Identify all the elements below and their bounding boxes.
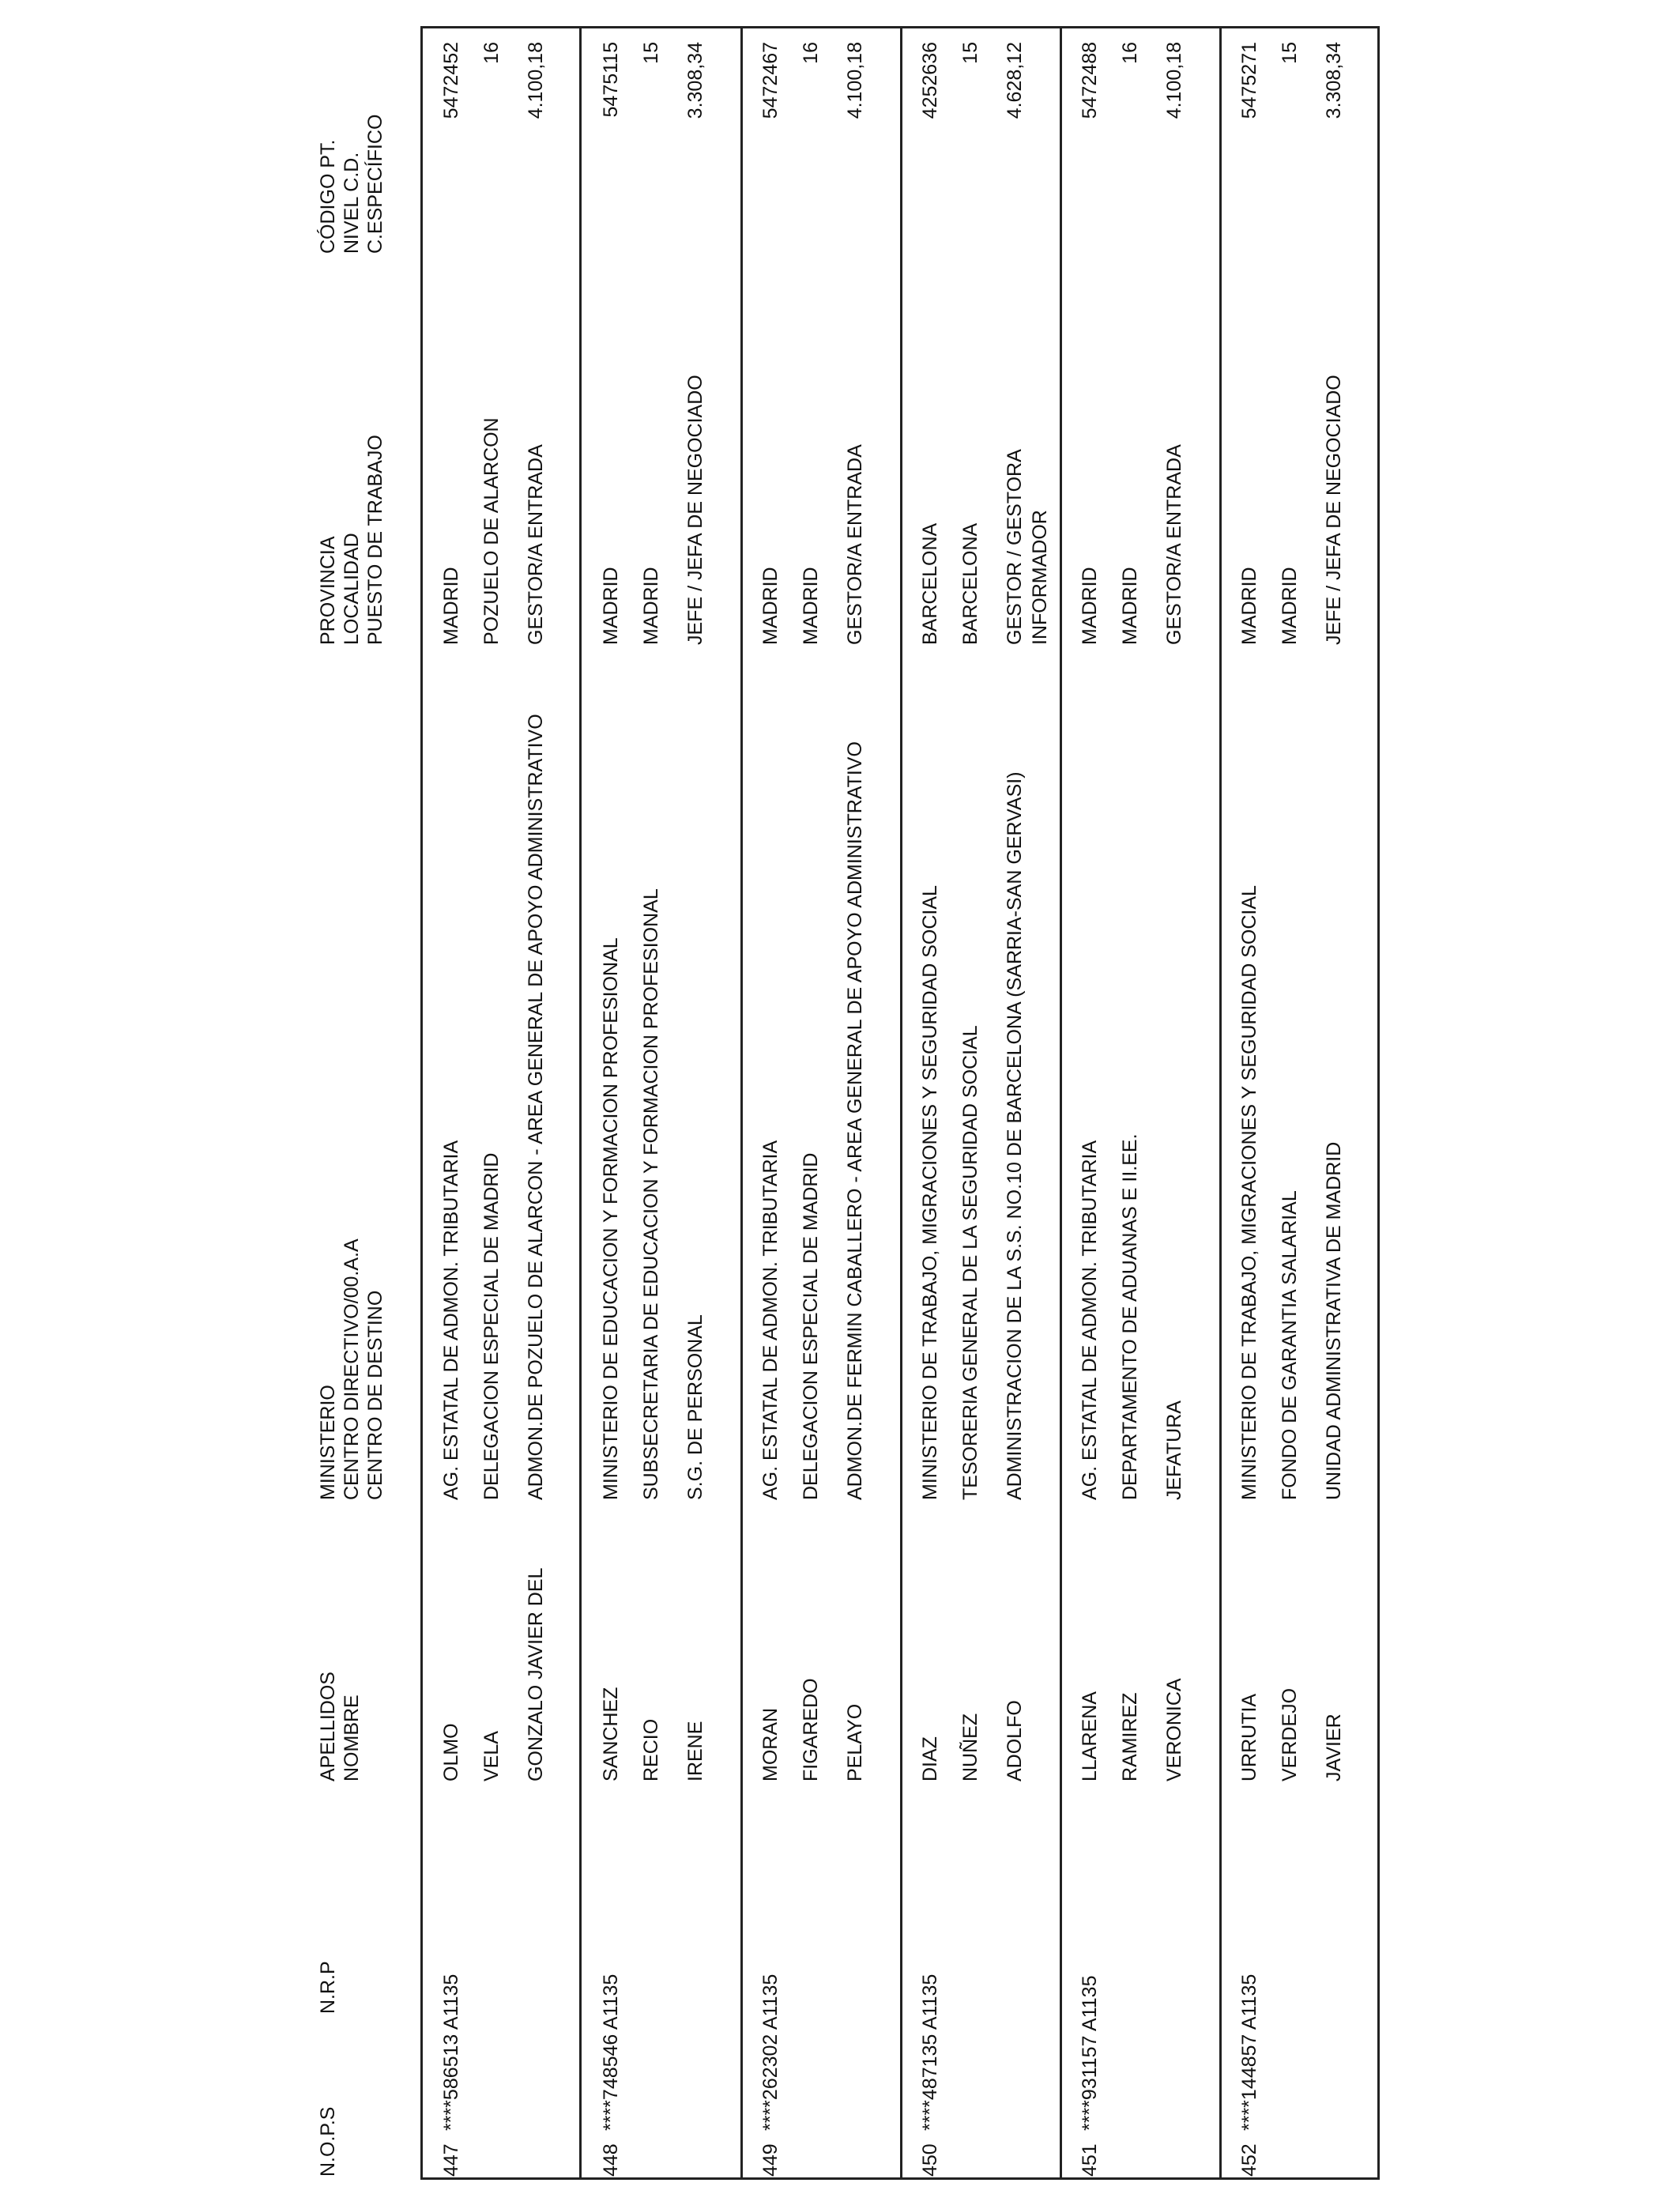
cell-nombre: PELAYO xyxy=(844,1703,866,1781)
cell-nrp: ****262302 A1135 xyxy=(759,1973,782,2131)
row-separator xyxy=(579,26,582,2180)
cell-localidad: MADRID xyxy=(800,567,822,645)
cell-apellido2: RECIO xyxy=(640,1718,662,1781)
cell-codigo: 5475271 xyxy=(1238,42,1260,119)
row-separator xyxy=(1219,26,1222,2180)
cell-provincia: MADRID xyxy=(440,567,462,645)
cell-nops: 450 xyxy=(919,2143,941,2177)
cell-localidad: BARCELONA xyxy=(959,522,981,645)
cell-apellido2: VERDEJO xyxy=(1279,1687,1301,1781)
cell-apellido1: DIAZ xyxy=(919,1736,941,1781)
cell-nombre: JAVIER xyxy=(1323,1713,1345,1781)
cell-codigo: 5472452 xyxy=(440,42,462,119)
cell-centro-directivo: DELEGACION ESPECIAL DE MADRID xyxy=(800,1152,822,1500)
cell-especifico: 3.308,34 xyxy=(1323,42,1345,119)
cell-localidad: POZUELO DE ALARCON xyxy=(480,417,503,645)
cell-apellido2: VELA xyxy=(480,1731,503,1781)
cell-nivel: 16 xyxy=(480,42,503,64)
cell-localidad: MADRID xyxy=(1119,567,1141,645)
cell-nrp: ****144857 A1135 xyxy=(1238,1973,1260,2131)
cell-apellido1: MORAN xyxy=(759,1707,782,1781)
cell-localidad: MADRID xyxy=(1279,567,1301,645)
cell-ministerio: AG. ESTATAL DE ADMON. TRIBUTARIA xyxy=(1079,1140,1101,1500)
cell-ministerio: AG. ESTATAL DE ADMON. TRIBUTARIA xyxy=(759,1140,782,1500)
cell-nrp: ****931157 A1135 xyxy=(1079,1975,1101,2131)
cell-centro-destino: ADMON.DE FERMIN CABALLERO - AREA GENERAL DE APOYO ADMINISTRATIVO xyxy=(844,741,866,1500)
cell-apellido1: SANCHEZ xyxy=(600,1687,622,1781)
cell-provincia: MADRID xyxy=(600,567,622,645)
header-codigo-nivel-especifico: CÓDIGO PT. NIVEL C.D. C.ESPECÍFICO xyxy=(317,114,386,254)
cell-puesto: GESTOR / GESTORA INFORMADOR xyxy=(1004,450,1051,645)
cell-centro-directivo: FONDO DE GARANTIA SALARIAL xyxy=(1279,1190,1301,1500)
cell-centro-destino: ADMINISTRACION DE LA S.S. NO.10 DE BARCELONA (SARRIA-SAN GERVASI) xyxy=(1004,771,1026,1500)
cell-especifico: 4.100,18 xyxy=(844,42,866,119)
cell-apellido2: FIGAREDO xyxy=(800,1678,822,1781)
cell-ministerio: MINISTERIO DE EDUCACION Y FORMACION PROFESIONAL xyxy=(600,937,622,1500)
cell-nops: 451 xyxy=(1079,2143,1101,2177)
cell-provincia: MADRID xyxy=(1238,567,1260,645)
cell-puesto: GESTOR/A ENTRADA xyxy=(1163,444,1185,645)
cell-centro-directivo: DEPARTAMENTO DE ADUANAS E II.EE. xyxy=(1119,1133,1141,1500)
cell-nops: 447 xyxy=(440,2143,462,2177)
cell-apellido1: URRUTIA xyxy=(1238,1693,1260,1781)
cell-nrp: ****586513 A1135 xyxy=(440,1973,462,2131)
cell-apellido2: NUÑEZ xyxy=(959,1713,981,1781)
cell-nombre: GONZALO JAVIER DEL xyxy=(525,1567,547,1781)
cell-provincia: BARCELONA xyxy=(919,522,941,645)
cell-nrp: ****487135 A1135 xyxy=(919,1973,941,2131)
cell-centro-directivo: TESORERIA GENERAL DE LA SEGURIDAD SOCIAL xyxy=(959,1025,981,1500)
header-provincia-localidad-puesto: PROVINCIA LOCALIDAD PUESTO DE TRABAJO xyxy=(317,435,386,645)
header-nops: N.O.P.S xyxy=(317,2106,339,2177)
cell-nivel: 15 xyxy=(959,42,981,64)
cell-nops: 452 xyxy=(1238,2143,1260,2177)
cell-centro-directivo: DELEGACION ESPECIAL DE MADRID xyxy=(480,1152,503,1500)
cell-ministerio: AG. ESTATAL DE ADMON. TRIBUTARIA xyxy=(440,1140,462,1500)
cell-centro-destino: S.G. DE PERSONAL xyxy=(684,1314,706,1500)
cell-nops: 449 xyxy=(759,2143,782,2177)
row-separator xyxy=(900,26,902,2180)
cell-nivel: 16 xyxy=(1119,42,1141,64)
cell-provincia: MADRID xyxy=(759,567,782,645)
cell-nombre: ADOLFO xyxy=(1004,1700,1026,1781)
header-apellidos-nombre: APELLIDOS NOMBRE xyxy=(317,1672,363,1781)
cell-centro-directivo: SUBSECRETARIA DE EDUCACION Y FORMACION PROFESIONAL xyxy=(640,888,662,1500)
cell-apellido1: OLMO xyxy=(440,1723,462,1781)
cell-codigo: 5475115 xyxy=(600,42,622,118)
cell-especifico: 3.308,34 xyxy=(684,42,706,119)
cell-codigo: 4252636 xyxy=(919,42,941,119)
cell-centro-destino: JEFATURA xyxy=(1163,1400,1185,1500)
cell-nops: 448 xyxy=(600,2143,622,2177)
cell-ministerio: MINISTERIO DE TRABAJO, MIGRACIONES Y SEGURIDAD SOCIAL xyxy=(919,885,941,1500)
cell-puesto: GESTOR/A ENTRADA xyxy=(525,444,547,645)
cell-apellido1: LLARENA xyxy=(1079,1691,1101,1781)
cell-codigo: 5472467 xyxy=(759,42,782,119)
cell-ministerio: MINISTERIO DE TRABAJO, MIGRACIONES Y SEGURIDAD SOCIAL xyxy=(1238,885,1260,1500)
header-nrp: N.R.P xyxy=(317,1961,339,2014)
cell-apellido2: RAMIREZ xyxy=(1119,1692,1141,1781)
cell-nivel: 15 xyxy=(640,42,662,64)
cell-puesto: JEFE / JEFA DE NEGOCIADO xyxy=(1323,375,1345,645)
row-separator xyxy=(740,26,743,2180)
cell-especifico: 4.100,18 xyxy=(525,42,547,119)
cell-localidad: MADRID xyxy=(640,567,662,645)
cell-nivel: 15 xyxy=(1279,42,1301,64)
cell-nivel: 16 xyxy=(800,42,822,64)
cell-codigo: 5472488 xyxy=(1079,42,1101,119)
cell-especifico: 4.100,18 xyxy=(1163,42,1185,119)
cell-centro-destino: ADMON.DE POZUELO DE ALARCON - AREA GENERAL DE APOYO ADMINISTRATIVO xyxy=(525,714,547,1500)
cell-nrp: ****748546 A1135 xyxy=(600,1973,622,2131)
cell-puesto: GESTOR/A ENTRADA xyxy=(844,444,866,645)
row-separator xyxy=(1060,26,1062,2180)
cell-provincia: MADRID xyxy=(1079,567,1101,645)
cell-nombre: VERONICA xyxy=(1163,1678,1185,1781)
header-ministerio-centro: MINISTERIO CENTRO DIRECTIVO/00.A.A CENTRO DE DESTINO xyxy=(317,1238,386,1500)
cell-nombre: IRENE xyxy=(684,1721,706,1781)
cell-centro-destino: UNIDAD ADMINISTRATIVA DE MADRID xyxy=(1323,1141,1345,1500)
cell-especifico: 4.628,12 xyxy=(1004,42,1026,119)
cell-puesto: JEFE / JEFA DE NEGOCIADO xyxy=(684,375,706,645)
